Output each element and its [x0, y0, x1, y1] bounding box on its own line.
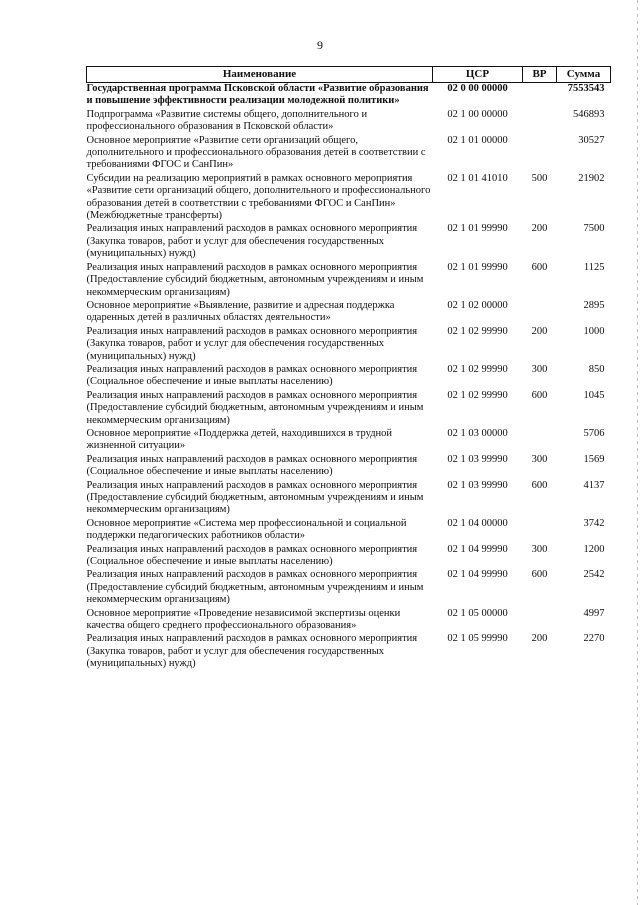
table-row	[87, 428, 611, 454]
cell-csr: 02 1 04 00000	[447, 517, 508, 529]
cell-vr: 300	[531, 363, 548, 375]
cell-name: Реализация иных направлений расходов в рамках основного мероприятия (Предоставление субсидий бюджетным, автономным учреждениям и иным некоммерческим организациям)	[86, 389, 424, 426]
cell-vr: 200	[531, 223, 548, 235]
table-body	[87, 83, 611, 672]
cell-name: Основное мероприятие «Проведение независимой экспертизы оценки качества общего среднего профессионального образования»	[86, 607, 401, 632]
table-row	[87, 454, 611, 480]
cell-vr: 300	[531, 543, 548, 555]
cell-sum: 4137	[583, 479, 605, 491]
cell-name: Реализация иных направлений расходов в рамках основного мероприятия (Социальное обеспечение и иные выплаты населению)	[86, 453, 418, 478]
cell-sum: 850	[588, 363, 605, 375]
cell-csr: 02 1 04 99990	[447, 543, 508, 555]
cell-name: Реализация иных направлений расходов в рамках основного мероприятия (Социальное обеспечение и иные выплаты населению)	[86, 543, 418, 568]
cell-sum: 3742	[583, 517, 605, 529]
cell-sum: 1200	[583, 543, 605, 555]
header-csr: ЦСР	[433, 67, 523, 83]
scan-edge-line	[637, 0, 638, 905]
cell-vr	[523, 428, 557, 454]
header-row	[87, 67, 611, 83]
cell-csr: 02 1 05 99990	[447, 633, 508, 645]
cell-csr: 02 1 03 99990	[447, 479, 508, 491]
cell-sum: 7553543	[567, 83, 605, 94]
cell-sum: 21902	[578, 172, 605, 184]
cell-csr: 02 1 05 00000	[447, 607, 508, 619]
cell-sum: 1569	[583, 453, 605, 465]
cell-vr: 200	[531, 633, 548, 645]
cell-vr	[523, 608, 557, 634]
cell-vr	[523, 518, 557, 544]
cell-csr: 02 1 03 00000	[447, 427, 508, 439]
cell-csr: 02 1 01 41010	[447, 172, 508, 184]
cell-vr: 500	[531, 172, 548, 184]
cell-vr: 300	[531, 453, 548, 465]
cell-csr: 02 1 02 99990	[447, 389, 508, 401]
cell-csr: 02 1 03 99990	[447, 453, 508, 465]
header-vr: ВР	[523, 67, 557, 83]
cell-name: Реализация иных направлений расходов в рамках основного мероприятия (Предоставление субсидий бюджетным, автономным учреждениям и иным некоммерческим организациям)	[86, 569, 424, 606]
cell-sum: 30527	[578, 134, 605, 146]
table-row	[87, 223, 611, 261]
table-row	[87, 326, 611, 364]
cell-csr: 02 1 01 99990	[447, 261, 508, 273]
cell-sum: 1045	[583, 389, 605, 401]
cell-name: Подпрограмма «Развитие системы общего, дополнительного и профессионального образования в Псковской области»	[86, 108, 368, 133]
cell-name: Основное мероприятие «Выявление, развитие и адресная поддержка одаренных детей в различных областях деятельности»	[86, 299, 395, 324]
budget-table-container	[86, 66, 610, 672]
table-header	[87, 67, 611, 83]
table-row	[87, 300, 611, 326]
cell-csr: 02 1 04 99990	[447, 569, 508, 581]
table-row	[87, 633, 611, 671]
cell-sum: 2542	[583, 569, 605, 581]
cell-vr: 200	[531, 325, 548, 337]
cell-csr: 02 0 00 00000	[447, 83, 508, 94]
cell-csr: 02 1 02 99990	[447, 325, 508, 337]
cell-sum: 4997	[583, 607, 605, 619]
cell-csr: 02 1 00 00000	[447, 108, 508, 120]
header-sum: Сумма	[557, 67, 611, 83]
cell-vr	[523, 109, 557, 135]
cell-vr: 600	[531, 389, 548, 401]
cell-csr: 02 1 02 00000	[447, 299, 508, 311]
cell-vr	[523, 135, 557, 173]
cell-name: Основное мероприятие «Поддержка детей, находившихся в трудной жизненной ситуации»	[86, 427, 393, 452]
cell-name: Основное мероприятие «Развитие сети организаций общего, дополнительного и профессионального образования детей в соответствии с требованиями ФГОС и СанПин»	[86, 134, 426, 171]
cell-sum: 1125	[583, 261, 605, 273]
table-row	[87, 262, 611, 300]
cell-sum: 1000	[583, 325, 605, 337]
cell-name: Реализация иных направлений расходов в рамках основного мероприятия (Закупка товаров, работ и услуг для обеспечения государственных (муниципальных) нужд)	[86, 223, 418, 260]
header-name: Наименование	[87, 67, 433, 83]
table-row	[87, 364, 611, 390]
cell-csr: 02 1 01 99990	[447, 223, 508, 235]
table-row	[87, 608, 611, 634]
cell-sum: 5706	[583, 427, 605, 439]
cell-name: Реализация иных направлений расходов в рамках основного мероприятия (Закупка товаров, работ и услуг для обеспечения государственных (муниципальных) нужд)	[86, 325, 418, 362]
cell-name: Реализация иных направлений расходов в рамках основного мероприятия (Социальное обеспечение и иные выплаты населению)	[86, 363, 418, 388]
table-row	[87, 135, 611, 173]
budget-table	[86, 66, 611, 672]
table-row	[87, 480, 611, 518]
table-row	[87, 569, 611, 607]
cell-vr	[523, 83, 557, 109]
cell-name: Реализация иных направлений расходов в рамках основного мероприятия (Предоставление субсидий бюджетным, автономным учреждениям и иным некоммерческим организациям)	[86, 479, 424, 516]
cell-name: Государственная программа Псковской области «Развитие образования и повышение эффективности реализации молодежной политики»	[86, 83, 429, 107]
cell-name: Реализация иных направлений расходов в рамках основного мероприятия (Предоставление субсидий бюджетным, автономным учреждениям и иным некоммерческим организациям)	[86, 261, 424, 298]
cell-sum: 2895	[583, 299, 605, 311]
table-row	[87, 390, 611, 428]
cell-vr: 600	[531, 479, 548, 491]
cell-csr: 02 1 02 99990	[447, 363, 508, 375]
table-row	[87, 109, 611, 135]
table-row	[87, 83, 611, 109]
cell-sum: 7500	[583, 223, 605, 235]
cell-sum: 546893	[573, 108, 605, 120]
cell-name: Основное мероприятие «Система мер профессиональной и социальной поддержки педагогических работников области»	[86, 517, 407, 542]
cell-csr: 02 1 01 00000	[447, 134, 508, 146]
cell-vr: 600	[531, 569, 548, 581]
table-row	[87, 544, 611, 570]
page-number: 9	[317, 38, 323, 52]
table-row	[87, 518, 611, 544]
table-row	[87, 173, 611, 224]
cell-name: Субсидии на реализацию мероприятий в рамках основного мероприятия «Развитие сети организаций общего, дополнительного и профессионального образования детей в соответствии с требованиями ФГОС и СанПин» (Межбюджетные трансферты)	[86, 172, 431, 222]
cell-sum: 2270	[583, 633, 605, 645]
cell-vr: 600	[531, 261, 548, 273]
cell-name: Реализация иных направлений расходов в рамках основного мероприятия (Закупка товаров, работ и услуг для обеспечения государственных (муниципальных) нужд)	[86, 633, 418, 670]
cell-vr	[523, 300, 557, 326]
